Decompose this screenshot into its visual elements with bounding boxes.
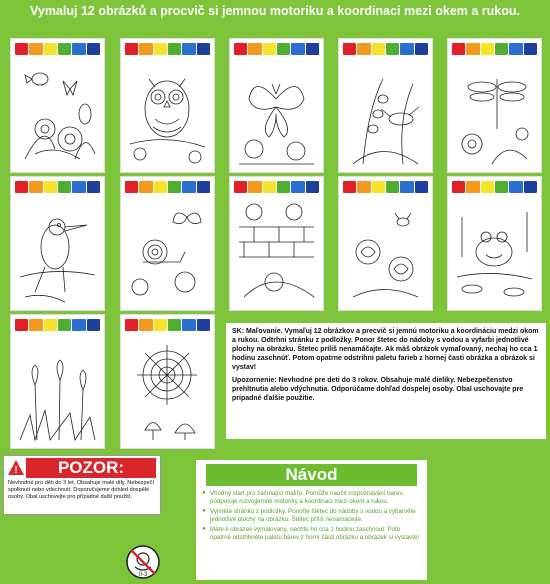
- roses-with-bee-and-butterfly-illustration: [343, 197, 428, 307]
- palette-swatch: [197, 319, 210, 331]
- palette-swatch: [509, 181, 522, 193]
- palette-swatch: [277, 181, 290, 193]
- palette-swatch: [44, 43, 57, 55]
- palette-swatch: [415, 43, 428, 55]
- color-palette: [15, 43, 100, 55]
- palette-swatch: [44, 319, 57, 331]
- warning-box: [3, 455, 161, 515]
- coloring-card[interactable]: [120, 176, 215, 311]
- palette-swatch: [125, 43, 138, 55]
- palette-swatch: [357, 43, 370, 55]
- palette-swatch: [168, 43, 181, 55]
- palette-swatch: [277, 43, 290, 55]
- palette-swatch: [154, 43, 167, 55]
- palette-swatch: [291, 181, 304, 193]
- age-restriction-icon: [126, 545, 160, 579]
- palette-swatch: [87, 181, 100, 193]
- slovak-instructions: [226, 323, 546, 439]
- palette-swatch: [15, 181, 28, 193]
- palette-swatch: [29, 43, 42, 55]
- owl-on-branch-illustration: [125, 59, 210, 169]
- svg-text:!: !: [14, 465, 18, 476]
- palette-swatch: [343, 181, 356, 193]
- palette-swatch: [466, 43, 479, 55]
- coloring-card[interactable]: [338, 38, 433, 173]
- color-palette: [234, 181, 319, 193]
- palette-swatch: [234, 181, 247, 193]
- color-palette: [452, 181, 537, 193]
- palette-swatch: [125, 181, 138, 193]
- palette-swatch: [466, 181, 479, 193]
- coloring-card[interactable]: [229, 176, 324, 311]
- dragonfly-and-flowers-illustration: [452, 59, 537, 169]
- warning-title: POZOR:: [26, 458, 156, 478]
- palette-swatch: [495, 181, 508, 193]
- palette-swatch: [29, 181, 42, 193]
- coloring-card[interactable]: [10, 314, 105, 449]
- tulips-and-grass-illustration: [15, 335, 100, 445]
- palette-swatch: [58, 43, 71, 55]
- palette-swatch: [386, 181, 399, 193]
- palette-swatch: [306, 43, 319, 55]
- garden-wall-with-flowers-illustration: [234, 197, 319, 307]
- warning-triangle-icon: [7, 459, 25, 476]
- lily-of-the-valley-with-cricket-illustration: [343, 59, 428, 169]
- palette-swatch: [263, 43, 276, 55]
- color-palette: [452, 43, 537, 55]
- palette-swatch: [72, 181, 85, 193]
- age-label: 0-3: [138, 572, 148, 578]
- palette-swatch: [168, 181, 181, 193]
- palette-swatch: [182, 319, 195, 331]
- headline: Vymaluj 12 obrázků a procvič si jemnou motoriku a koordinaci mezi okem a rukou.: [30, 4, 520, 18]
- palette-swatch: [87, 319, 100, 331]
- palette-swatch: [72, 43, 85, 55]
- palette-swatch: [509, 43, 522, 55]
- palette-swatch: [154, 319, 167, 331]
- palette-swatch: [386, 43, 399, 55]
- palette-swatch: [182, 181, 195, 193]
- palette-swatch: [452, 181, 465, 193]
- frog-in-pond-illustration: [452, 197, 537, 307]
- instructions-list: [202, 490, 421, 545]
- coloring-card[interactable]: [120, 38, 215, 173]
- palette-swatch: [415, 181, 428, 193]
- instruction-item: ● Vyjměte stránku z podložky. Ponořte štětec do nádoby s vodou a vybarvěte jednotlivé plochy na obrázku. Štětec příliš nenamáčejte.: [202, 508, 421, 523]
- palette-swatch: [139, 43, 152, 55]
- palette-swatch: [306, 181, 319, 193]
- kingfisher-on-branch-illustration: [15, 197, 100, 307]
- palette-swatch: [15, 319, 28, 331]
- palette-swatch: [452, 43, 465, 55]
- palette-swatch: [291, 43, 304, 55]
- color-palette: [125, 319, 210, 331]
- sk-warning-text: Upozornenie: Nevhodné pre deti do 3 rokov. Obsahuje malé dieliky. Nebezpečenstvo prehltnutia alebo vdýchnutia. Odporúčame dohľad dospelej osoby. Obal uschovajte pre prípadné ďalšie použitie.: [232, 377, 524, 402]
- palette-swatch: [524, 43, 537, 55]
- coloring-card[interactable]: [10, 176, 105, 311]
- palette-swatch: [372, 181, 385, 193]
- palette-swatch: [481, 43, 494, 55]
- coloring-card[interactable]: [229, 38, 324, 173]
- palette-swatch: [343, 43, 356, 55]
- coloring-card[interactable]: [10, 38, 105, 173]
- palette-swatch: [44, 181, 57, 193]
- palette-swatch: [357, 181, 370, 193]
- color-palette: [125, 181, 210, 193]
- palette-swatch: [58, 319, 71, 331]
- palette-swatch: [182, 43, 195, 55]
- sk-instructions-text: SK: Maľovanie. Vymaľuj 12 obrázkov a precvič si jemnú motoriku a koordináciu medzi okom a rukou. Odtrhni stránku z podložky. Ponor štetec do nádoby s vodou a vyfarbi jednotlivé plochy na obrázku. Štetec príliš nenamáčajte. Ak máš obrázok vymaľovaný, nechaj ho cca 1 hodinu zaschnúť. Potom opatrne odstrihni paletu farieb z hornej časti obrázka a obrázok si vystav!: [232, 328, 539, 371]
- color-palette: [343, 43, 428, 55]
- spider-web-and-mushrooms-illustration: [125, 335, 210, 445]
- palette-swatch: [15, 43, 28, 55]
- palette-swatch: [58, 181, 71, 193]
- palette-swatch: [524, 181, 537, 193]
- warning-text: Nevhodné pro děti do 3 let. Obsahuje malé díly. Nebezpečí spolknutí nebo vdechnutí. Doporučujeme dohled dospělé osoby. Obal uschovejte pro případné další použití.: [8, 480, 155, 500]
- palette-swatch: [234, 43, 247, 55]
- butterfly-and-flowers-illustration: [234, 59, 319, 169]
- color-palette: [343, 181, 428, 193]
- color-palette: [125, 43, 210, 55]
- palette-swatch: [248, 43, 261, 55]
- flowers-with-bird-and-butterfly-illustration: [15, 59, 100, 169]
- palette-swatch: [263, 181, 276, 193]
- coloring-card[interactable]: [447, 176, 542, 311]
- instructions-title: Návod: [206, 464, 417, 486]
- instruction-item: ● Vhodný start pro začínající malíře. Pomůže naučit rozpoznávání barev, podporuje rozvojjemné motoriky a koordinaci mezi okem a rukou.: [202, 490, 421, 505]
- palette-swatch: [87, 43, 100, 55]
- palette-swatch: [197, 43, 210, 55]
- palette-swatch: [125, 319, 138, 331]
- palette-swatch: [29, 319, 42, 331]
- coloring-card[interactable]: [338, 176, 433, 311]
- palette-swatch: [481, 181, 494, 193]
- palette-swatch: [139, 319, 152, 331]
- palette-swatch: [400, 43, 413, 55]
- palette-swatch: [139, 181, 152, 193]
- palette-swatch: [72, 319, 85, 331]
- instructions-box: [196, 460, 427, 580]
- palette-swatch: [154, 181, 167, 193]
- coloring-card[interactable]: [447, 38, 542, 173]
- instruction-item: ● Máte-li obrázek vymalovaný, nechte ho cca 1 hodinu zaschnout. Poté opatrně odstřihněte paletu barev z horní části obrázku a obrázek si vystavte!: [202, 526, 421, 541]
- palette-swatch: [372, 43, 385, 55]
- coloring-card[interactable]: [120, 314, 215, 449]
- snail-and-butterfly-in-flowers-illustration: [125, 197, 210, 307]
- palette-swatch: [168, 319, 181, 331]
- color-palette: [15, 319, 100, 331]
- palette-swatch: [248, 181, 261, 193]
- color-palette: [15, 181, 100, 193]
- palette-swatch: [197, 181, 210, 193]
- palette-swatch: [400, 181, 413, 193]
- palette-swatch: [495, 43, 508, 55]
- color-palette: [234, 43, 319, 55]
